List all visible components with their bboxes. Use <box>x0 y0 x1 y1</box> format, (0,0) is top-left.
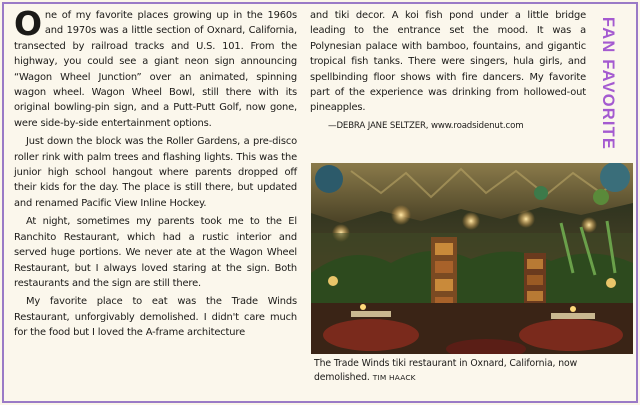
caption-text: The Trade Winds tiki restaurant in Oxnard, California, now demolished. <box>314 358 578 384</box>
paragraph-4: My favorite place to eat was the Trade Winds Restaurant, unforgivably demolished. I didn't care much for the food but I loved the A-frame architecture <box>14 296 297 339</box>
section-label <box>594 10 622 156</box>
paragraph-2: Just down the block was the Roller Gardens, a pre-disco roller rink with palm trees and flashing lights. This was the junior high school hangout where parents dropped off their kids for the day. The place is still there, but updated and renamed Pacific View Inline Hockey. <box>14 136 297 209</box>
paragraph-5: and tiki decor. A koi fish pond under a little bridge leading to the entrance set the mood. It was a Polynesian palace with bamboo, fountains, and gigantic tropical fish tanks. There were singers, hula girls, and spellbinding floor shows with fire dancers. My favorite part of the experience was drinking from hollowed-out pineapples. <box>310 10 586 114</box>
section-label-text: FAN FAVORITE <box>599 16 618 150</box>
article-column-right <box>310 8 586 137</box>
author-credit: —DEBRA JANE SELTZER, www.roadsidenut.com <box>328 120 524 131</box>
paragraph-3: At night, sometimes my parents took me to the El Ranchito Restaurant, which had a rustic interior and served huge portions. We never ate at the Wagon Wheel Restaurant, but I always loved staring at the sign. Both restaurants and the sign are still there. <box>14 216 297 289</box>
article-column-left <box>14 4 297 344</box>
restaurant-photo <box>311 163 633 354</box>
drop-cap: O <box>14 4 42 43</box>
photo-caption <box>314 357 628 386</box>
photo-credit: TIM HAACK <box>372 373 416 383</box>
paragraph-1 <box>14 4 297 131</box>
tiki-interior-image <box>311 163 633 354</box>
paragraph-1-text: ne of my favorite places growing up in the 1960s and 1970s was a little section of Oxnard, California, transected by railroad tracks and U.S. 101. From the highway, you could see a giant neon sign announcing “Wagon Wheel Junction” over an animated, spinning wagon wheel. Wagon Wheel Bowl, still there with its original bowling-pin sign, and a Putt-Putt Golf, now gone, were side-by-side entertainment options. <box>14 10 297 129</box>
